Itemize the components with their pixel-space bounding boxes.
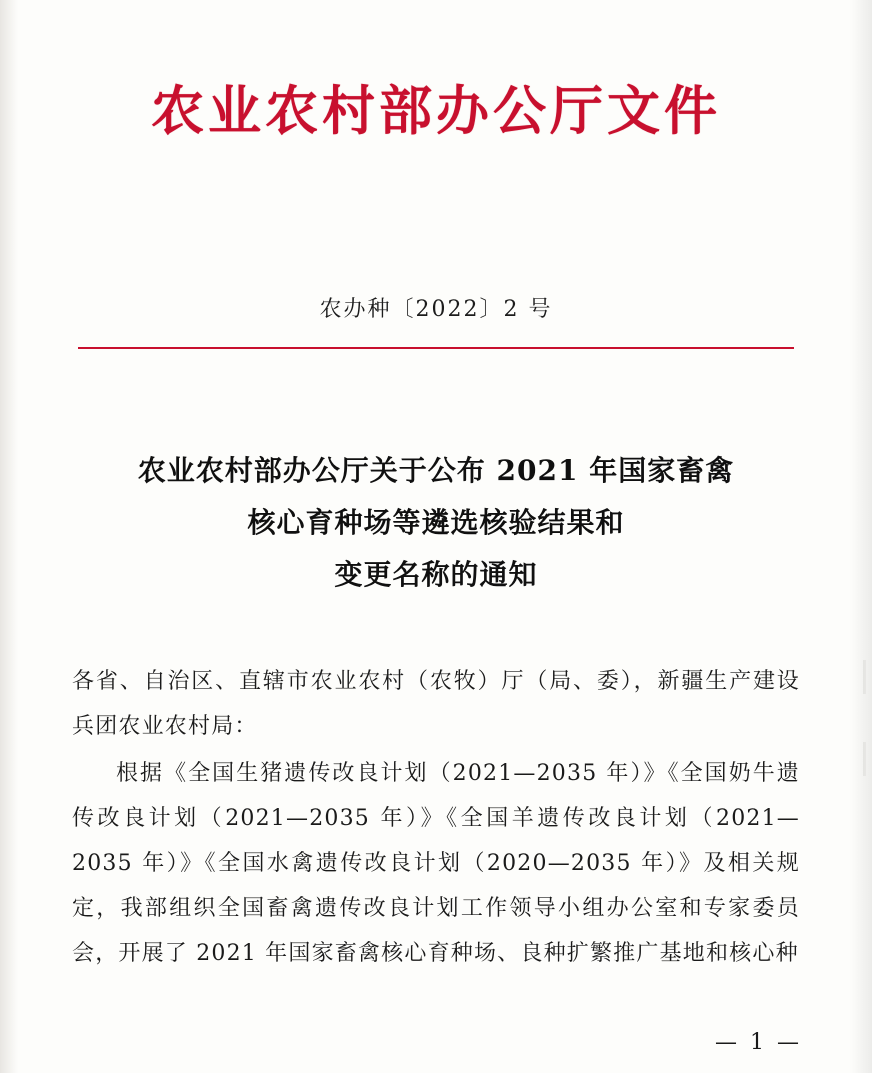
document-number: 农办种〔2022〕2 号 (319, 297, 553, 323)
scan-edge-mark (863, 742, 866, 776)
document-header (0, 0, 872, 140)
body-paragraph-1: 根据《全国生猪遗传改良计划（2021—2035 年）》《全国奶牛遗传改良计划（2021—2035 年）》《全国羊遗传改良计划（2021—2035 年）》《全国水禽遗传改良计划（2020—2035 年）》及相关规定，我部组织全国畜禽遗传改良计划工作领导小组办公室和专家委员会，开展了 2021 年国家畜禽核心育种场、良种扩繁推广基地和核心种 (72, 760, 800, 967)
subject-line-3: 变更名称的通知 (334, 557, 538, 591)
red-divider-rule (78, 347, 794, 349)
addressee-paragraph: 各省、自治区、直辖市农业农村（农牧）厅（局、委），新疆生产建设兵团农业农村局： (72, 668, 800, 739)
issuer-banner: 农业农村部办公厅文件 (151, 80, 721, 142)
document-subject (92, 445, 780, 600)
page-number: — 1 — (715, 1030, 802, 1055)
scan-edge-mark (863, 660, 866, 694)
subject-line-2: 核心育种场等遴选核验结果和 (247, 506, 625, 540)
document-body (72, 659, 800, 977)
subject-line-1: 农业农村部办公厅关于公布 2021 年国家畜禽 (137, 454, 735, 488)
